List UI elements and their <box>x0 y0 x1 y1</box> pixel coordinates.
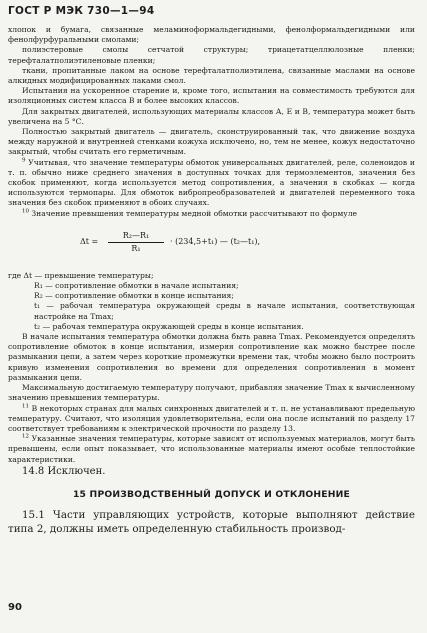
page-body <box>8 25 415 536</box>
footnote-12 <box>8 434 415 465</box>
footnote-9 <box>8 158 415 209</box>
footnote-text: Значение превышения температуры медной обмотки рассчитывают по формуле <box>31 208 358 218</box>
footnote-text: Указанные значения температуры, которые зависят от используемых материалов, могут быть превышены, если опыт показывает, что использованные материалы имеют особые теплостойкие характеристики. <box>8 434 415 464</box>
formula-definitions <box>8 271 415 332</box>
definition-lead: где Δt — превышение температуры; <box>8 270 154 280</box>
formula <box>8 225 415 267</box>
footnote-number: 9 <box>22 157 26 164</box>
formula-numerator: R₂—R₁ <box>108 231 164 243</box>
page-number: 90 <box>8 602 22 613</box>
footnote-number: 10 <box>22 208 29 215</box>
clause-14-8: 14.8 Исключен. <box>22 465 106 477</box>
paragraph: хлопок и бумага, связанные меламиноформальдегидными, фенолформальдегидными или фенолфурфуральными смолами; <box>8 25 415 45</box>
formula-lhs: Δt = <box>80 236 99 246</box>
footnote-text: В некоторых странах для малых синхронных двигателей и т. п. не устанавливают предельную температуру. Считают, что изоляция удовлетворительна, если она после испытаний по разделу 17 соответствует требованиям к электрической прочности по разделу 13. <box>8 403 415 433</box>
paragraph: полиэстеровые смолы сетчатой структуры; триацетатцеллюлозные пленки; терефталатполиэтиленовые пленки; <box>8 45 415 65</box>
formula-fraction <box>108 231 164 254</box>
footnote-10 <box>8 209 415 219</box>
paragraph: Испытания на ускоренное старение и, кроме того, испытания на совместимость требуются для изоляционных систем класса В и более высоких классов. <box>8 86 415 106</box>
clause-15-1: 15.1 Части управляющих устройств, которые выполняют действие типа 2, должны иметь определенную стабильность производ- <box>8 508 415 535</box>
formula-denominator: R₁ <box>131 244 141 254</box>
footnote-11 <box>8 404 415 435</box>
paragraph: Полностью закрытый двигатель — двигатель, сконструированный так, что движение воздуха между наружной и внутренней стенками кожуха исключено, но, тем не менее, кожух недостаточно закрытый, чтобы считать его герметичным. <box>8 127 415 157</box>
definition-item: R₂ — сопротивление обмотки в конце испытания; <box>34 291 234 301</box>
page-header: ГОСТ Р МЭК 730—1—94 <box>8 5 155 17</box>
footnote-number: 11 <box>22 402 29 409</box>
definition-item: R₁ — сопротивление обмотки в начале испытания; <box>34 281 239 291</box>
section-heading: 15 ПРОИЗВОДСТВЕННЫЙ ДОПУСК И ОТКЛОНЕНИЕ <box>72 488 351 500</box>
paragraph: Для закрытых двигателей, использующих материалы классов А, Е и В, температура может быть увеличена на 5 °С. <box>8 106 415 126</box>
formula-rhs: · (234,5+t₁) — (t₂—t₁), <box>170 236 261 246</box>
paragraph: В начале испытания температура обмотки должна быть равна Tmax. Рекомендуется определять сопротивление обмоток в конце испытания, измеряя сопротивление как можно быстрее после размыкания цепи, а затем через короткие промежутки времени так, чтобы можно было построить кривую изменения сопротивления во времени для определения сопротивления в момент размыкания цепи. <box>8 332 415 382</box>
footnote-text: Учитывая, что значение температуры обмоток универсальных двигателей, реле, соленоидов и т. п. обычно ниже среднего значения в доступных точках для термоэлементов, значения без скобок применяют, когда используется метод сопротивления, а значения в скобках — когда используются термопары. Для обмоток вибропреобразователей и двигателей переменного тока значения без скобок применяют в обоих случаях. <box>8 157 415 208</box>
footnote-number: 12 <box>22 433 29 440</box>
definition-item: t₁ — рабочая температура окружающей среды в начале испытания, соответствующая настройке на Tmax; <box>34 301 415 321</box>
paragraph: ткани, пропитанные лаком на основе терефталатполиэтилена, связанные маслами на основе алкидных модифицированных лаками смол. <box>8 65 415 86</box>
paragraph: Максимальную достигаемую температуру получают, прибавляя значение Tmax к вычисленному значению превышения температуры. <box>8 383 415 403</box>
definition-item: t₂ — рабочая температура окружающей среды в конце испытания. <box>34 321 304 331</box>
